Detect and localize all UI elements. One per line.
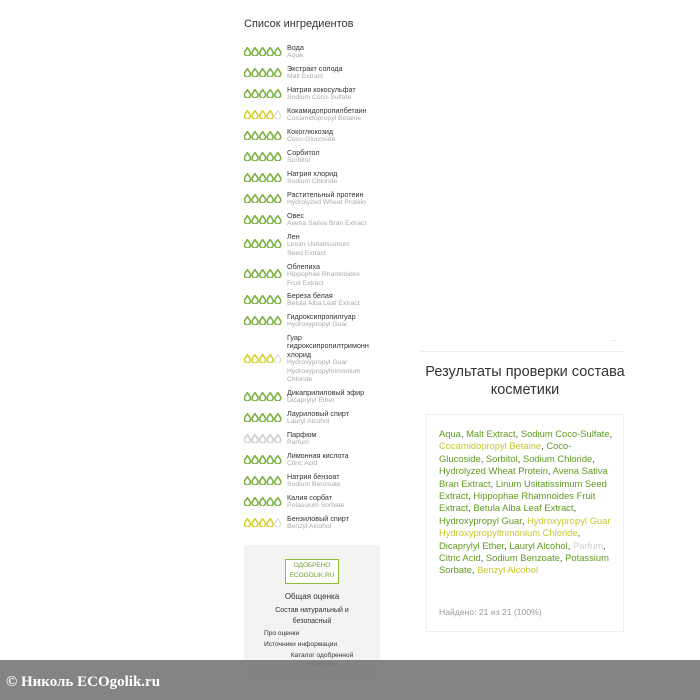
result-ingredient[interactable]: Hydroxypropyl Guar xyxy=(439,514,522,526)
ingredient-names xyxy=(287,389,383,406)
approved-badge[interactable] xyxy=(285,559,339,584)
drop-icon xyxy=(267,216,273,225)
drop-icon xyxy=(252,216,258,225)
ingredient-names xyxy=(287,515,383,532)
rating-drops-icon xyxy=(244,89,282,98)
separator: , xyxy=(567,539,573,551)
drop-icon xyxy=(267,132,273,141)
drop-icon xyxy=(260,270,266,279)
rating-drops-icon xyxy=(244,47,282,56)
rating-drops-icon xyxy=(244,434,282,443)
ingredient-names xyxy=(287,410,383,427)
drop-icon xyxy=(244,317,250,326)
drop-icon xyxy=(260,111,266,120)
ingredient-name-latin: Sodium Benzoate xyxy=(287,481,341,489)
drop-icon xyxy=(275,111,281,120)
ingredient-name-latin: Avena Sativa Bran Extract xyxy=(287,220,367,228)
rating-drops-icon xyxy=(244,413,282,422)
ingredient-name-latin: Cocamidopropyl Betaine xyxy=(287,115,362,123)
drop-icon xyxy=(252,498,258,507)
ingredient-name-latin: Potassium Sorbate xyxy=(287,502,345,510)
ingredient-name-ru: Кокоглюкозид xyxy=(287,127,334,136)
ingredient-name-ru: Сорбитол xyxy=(287,148,320,157)
ingredient-name-ru: Натрия кокосульфат xyxy=(287,85,356,94)
drop-icon xyxy=(267,48,273,57)
drop-icon xyxy=(275,296,281,305)
results-box xyxy=(426,414,624,632)
drop-icon xyxy=(244,519,250,528)
ingredient-name-ru: Лимонная кислота xyxy=(287,451,349,460)
ingredients-title: Список ингредиентов xyxy=(244,18,354,30)
drop-icon xyxy=(244,270,250,279)
drop-icon xyxy=(244,456,250,465)
drop-icon xyxy=(244,111,250,120)
drop-icon xyxy=(252,414,258,423)
separator: , xyxy=(480,452,486,464)
ingredient-names xyxy=(287,170,383,187)
drop-icon xyxy=(275,270,281,279)
ingredient-name-ru: Вода xyxy=(287,43,304,52)
drop-icon xyxy=(267,174,273,183)
ingredient-names xyxy=(287,292,383,309)
drop-icon xyxy=(244,435,250,444)
drop-icon xyxy=(244,240,250,249)
drop-icon xyxy=(252,296,258,305)
separator: , xyxy=(541,440,547,452)
drop-icon xyxy=(260,48,266,57)
ingredient-names xyxy=(287,494,383,511)
drop-icon xyxy=(260,456,266,465)
drop-icon xyxy=(252,90,258,99)
drop-icon xyxy=(275,435,281,444)
badge-line1: ОДОБРЕНО xyxy=(293,562,331,569)
drop-icon xyxy=(275,498,281,507)
drop-icon xyxy=(267,435,273,444)
rating-drops-icon xyxy=(244,152,282,161)
ingredient-name-latin: Dicaprylyl Ether xyxy=(287,397,335,405)
ingredient-name-latin: Linum Usitatissimum Seed Extract xyxy=(287,241,350,257)
rating-drops-icon xyxy=(244,110,282,119)
ingredient-names xyxy=(287,86,383,103)
rating-drops-icon xyxy=(244,215,282,224)
footer-credit: © Николь ECOgolik.ru xyxy=(6,674,161,690)
separator: , xyxy=(573,502,577,514)
ingredient-names xyxy=(287,149,383,166)
drop-icon xyxy=(244,393,250,402)
drop-icon xyxy=(275,48,281,57)
ingredient-name-ru: Береза белая xyxy=(287,291,333,300)
drop-icon xyxy=(267,498,273,507)
rating-drops-icon xyxy=(244,173,282,182)
result-ingredient[interactable]: Hydrolyzed Wheat Protein xyxy=(439,465,548,477)
result-ingredient[interactable]: Avena Sativa Bran Extract xyxy=(439,465,608,489)
drop-icon xyxy=(252,174,258,183)
ingredient-names xyxy=(287,128,383,145)
drop-icon xyxy=(260,317,266,326)
drop-icon xyxy=(275,69,281,78)
drop-icon xyxy=(275,456,281,465)
drop-icon xyxy=(252,393,258,402)
result-ingredient[interactable]: Linum Usitatissimum Seed Extract xyxy=(439,477,607,502)
ingredient-name-ru: Лен xyxy=(287,232,300,241)
drop-icon xyxy=(267,153,273,162)
watermark-footer xyxy=(0,660,700,700)
rating-drops-icon xyxy=(244,131,282,140)
separator: , xyxy=(490,477,496,489)
rating-drops-icon xyxy=(244,497,282,506)
drop-icon xyxy=(244,477,250,486)
drop-icon xyxy=(244,132,250,141)
ingredient-name-latin: Hippophae Rhamnoides Fruit Extract xyxy=(287,271,360,287)
drop-icon xyxy=(260,153,266,162)
drop-icon xyxy=(260,174,266,183)
drop-icon xyxy=(252,240,258,249)
drop-icon xyxy=(260,90,266,99)
result-ingredient[interactable]: Cocamidopropyl Betaine xyxy=(439,440,542,452)
result-ingredient[interactable]: Sodium Benzoate xyxy=(485,552,560,564)
ingredient-name-latin: Hydroxypropyl Guar Hydroxypropyltrimonium Chloride xyxy=(287,359,361,384)
ingredient-name-latin: Citric Acid xyxy=(287,460,318,468)
drop-icon xyxy=(267,477,273,486)
drop-icon xyxy=(267,240,273,249)
drop-icon xyxy=(267,519,273,528)
drop-icon xyxy=(252,48,258,57)
separator: , xyxy=(515,428,521,439)
ingredient-names xyxy=(287,334,383,384)
result-ingredient[interactable]: Sodium Coco-Sulfate xyxy=(520,428,610,439)
rating-drops-icon xyxy=(244,269,282,278)
drop-icon xyxy=(275,174,281,183)
drop-icon xyxy=(244,153,250,162)
drop-icon xyxy=(260,69,266,78)
result-ingredient[interactable]: Dicaprylyl Ether xyxy=(439,539,505,551)
drop-icon xyxy=(260,519,266,528)
separator: , xyxy=(609,428,613,439)
ingredient-names xyxy=(287,473,383,490)
ingredient-names xyxy=(287,452,383,469)
drop-icon xyxy=(252,132,258,141)
separator: , xyxy=(577,527,581,539)
drop-icon xyxy=(260,477,266,486)
drop-icon xyxy=(252,317,258,326)
ingredient-name-ru: Натрия хлорид xyxy=(287,169,338,178)
ingredient-name-latin: Hydroxypropyl Guar xyxy=(287,321,348,329)
drop-icon xyxy=(244,498,250,507)
ingredient-names xyxy=(287,107,383,124)
drop-icon xyxy=(267,296,273,305)
ingredient-name-latin: Coco-Glucoside xyxy=(287,136,336,144)
ingredient-name-latin: Lauryl Alcohol xyxy=(287,418,330,426)
drop-icon xyxy=(244,90,250,99)
separator: , xyxy=(517,452,523,464)
drop-icon xyxy=(244,355,250,364)
drop-icon xyxy=(260,414,266,423)
results-title: Результаты проверки состава косметики xyxy=(425,364,625,398)
rating-drops-icon xyxy=(244,316,282,325)
rating-drops-icon xyxy=(244,295,282,304)
ingredient-name-ru: Растительный протеин xyxy=(287,190,364,199)
drop-icon xyxy=(267,317,273,326)
result-ingredient[interactable]: Hippophae Rhamnoides Fruit Extract xyxy=(439,490,596,514)
drop-icon xyxy=(275,216,281,225)
ingredient-name-latin: Parfum xyxy=(287,439,309,447)
rating-drops-icon xyxy=(244,392,282,401)
rating-drops-icon xyxy=(244,68,282,77)
ingredient-name-ru: Овес xyxy=(287,211,304,220)
info-sources-link[interactable]: Источники информации xyxy=(264,641,338,648)
separator: , xyxy=(504,539,510,551)
drop-icon xyxy=(244,414,250,423)
drop-icon xyxy=(252,69,258,78)
drop-icon xyxy=(252,111,258,120)
drop-icon xyxy=(244,296,250,305)
ingredient-name-latin: Aqua xyxy=(287,52,303,60)
ingredient-name-ru: Дикаприлиловый эфир xyxy=(287,388,365,397)
drop-icon xyxy=(275,393,281,402)
about-ratings-link[interactable]: Про оценки xyxy=(264,630,300,637)
drop-icon xyxy=(275,414,281,423)
drop-icon xyxy=(244,48,250,57)
result-ingredient[interactable]: Betula Alba Leaf Extract xyxy=(473,502,574,514)
separator: , xyxy=(592,452,595,464)
drop-icon xyxy=(244,195,250,204)
result-ingredient[interactable]: Malt Extract xyxy=(466,428,516,439)
ingredient-names xyxy=(287,313,383,330)
drop-icon xyxy=(275,355,281,364)
section-divider xyxy=(420,351,625,352)
ingredient-name-latin: Benzyl Alcohol xyxy=(287,523,332,531)
separator: , xyxy=(468,502,474,514)
drop-icon xyxy=(252,456,258,465)
drop-icon xyxy=(252,270,258,279)
drop-icon xyxy=(275,477,281,486)
ingredient-name-latin: Sodium Coco-Sulfate xyxy=(287,94,352,102)
drop-icon xyxy=(244,174,250,183)
result-ingredient[interactable]: Benzyl Alcohol xyxy=(477,564,539,576)
drop-icon xyxy=(275,153,281,162)
drop-icon xyxy=(260,498,266,507)
drop-icon xyxy=(275,519,281,528)
overall-score-text: Состав натуральный и безопасный xyxy=(275,607,349,625)
drop-icon xyxy=(260,132,266,141)
ingredient-name-ru: Экстракт солода xyxy=(287,64,343,73)
drop-icon xyxy=(260,296,266,305)
drop-icon xyxy=(260,435,266,444)
drop-icon xyxy=(275,90,281,99)
found-count: Найдено: 21 из 21 (100%) xyxy=(439,607,542,617)
ingredient-names xyxy=(287,44,383,61)
drop-icon xyxy=(267,456,273,465)
result-ingredient[interactable]: Lauryl Alcohol xyxy=(509,539,568,551)
ingredient-name-ru: Гуар гидроксипропилтримонн хлорид xyxy=(287,333,369,359)
drop-icon xyxy=(244,216,250,225)
separator: , xyxy=(547,465,553,477)
drop-icon xyxy=(260,216,266,225)
ingredient-names xyxy=(287,191,383,208)
ingredient-name-latin: Sorbitol xyxy=(287,157,311,165)
badge-line2: ECOGOLIK.RU xyxy=(289,572,335,579)
result-ingredient[interactable]: Hydroxypropyl Guar Hydroxypropyltrimonium Chloride xyxy=(439,514,611,539)
separator: , xyxy=(521,514,528,526)
drop-icon xyxy=(267,195,273,204)
result-ingredient[interactable]: Sodium Chloride xyxy=(522,452,593,464)
rating-drops-icon xyxy=(244,476,282,485)
drop-icon xyxy=(267,111,273,120)
ingredient-name-latin: Betula Alba Leaf Extract xyxy=(287,300,360,308)
drop-icon xyxy=(275,317,281,326)
drop-icon xyxy=(252,519,258,528)
result-ingredient[interactable]: Citric Acid xyxy=(439,552,481,564)
ingredient-name-ru: Парфюм xyxy=(287,430,317,439)
separator: , xyxy=(471,564,478,576)
drop-icon xyxy=(267,270,273,279)
separator: , xyxy=(559,552,566,564)
drop-icon xyxy=(275,195,281,204)
drop-icon xyxy=(252,435,258,444)
ingredient-name-latin: Sodium Chloride xyxy=(287,178,338,186)
ingredient-name-ru: Бензиловый спирт xyxy=(287,514,349,523)
result-ingredient[interactable]: Potassium Sorbate xyxy=(439,552,609,576)
ingredient-name-latin: Hydrolyzed Wheat Protein xyxy=(287,199,366,207)
rating-drops-icon xyxy=(244,455,282,464)
drop-icon xyxy=(252,355,258,364)
rating-drops-icon xyxy=(244,239,282,248)
ingredient-name-latin: Malt Extract xyxy=(287,73,323,81)
drop-icon xyxy=(267,69,273,78)
ingredient-name-ru: Лауриловый спирт xyxy=(287,409,350,418)
ingredient-names xyxy=(287,212,383,229)
rating-drops-icon xyxy=(244,354,282,363)
separator: , xyxy=(460,428,467,439)
drop-icon xyxy=(267,355,273,364)
separator: , xyxy=(603,539,606,551)
drop-icon xyxy=(252,477,258,486)
rating-drops-icon xyxy=(244,194,282,203)
ingredient-names xyxy=(287,65,383,82)
divider-mark: – xyxy=(612,338,616,344)
drop-icon xyxy=(267,393,273,402)
drop-icon xyxy=(260,355,266,364)
drop-icon xyxy=(252,153,258,162)
drop-icon xyxy=(267,414,273,423)
drop-icon xyxy=(260,240,266,249)
rating-drops-icon xyxy=(244,518,282,527)
drop-icon xyxy=(275,240,281,249)
result-ingredient[interactable]: Aqua xyxy=(439,428,461,439)
drop-icon xyxy=(260,195,266,204)
ingredient-name-ru: Гидроксипропилгуар xyxy=(287,312,356,321)
drop-icon xyxy=(252,195,258,204)
result-ingredient[interactable]: Coco-Glucoside xyxy=(439,440,572,464)
separator: , xyxy=(480,552,486,564)
ingredient-name-ru: Облепиха xyxy=(287,262,320,271)
results-ingredient-list xyxy=(439,428,615,577)
result-ingredient[interactable]: Parfum xyxy=(572,539,604,551)
drop-icon xyxy=(267,90,273,99)
ingredient-name-ru: Натрия бензоат xyxy=(287,472,340,481)
ingredient-names xyxy=(287,233,383,258)
ingredient-names xyxy=(287,263,383,288)
ingredient-name-ru: Кокамидопропилбетаин xyxy=(287,106,367,115)
ingredient-name-ru: Калия сорбат xyxy=(287,493,333,502)
overall-score-title: Общая оценка xyxy=(284,592,340,601)
drop-icon xyxy=(275,132,281,141)
result-ingredient[interactable]: Sorbitol xyxy=(485,452,518,464)
drop-icon xyxy=(244,69,250,78)
approved-catalog-link[interactable]: Каталог одобренной xyxy=(290,652,354,659)
drop-icon xyxy=(260,393,266,402)
separator: , xyxy=(468,490,474,502)
ingredient-names xyxy=(287,431,383,448)
